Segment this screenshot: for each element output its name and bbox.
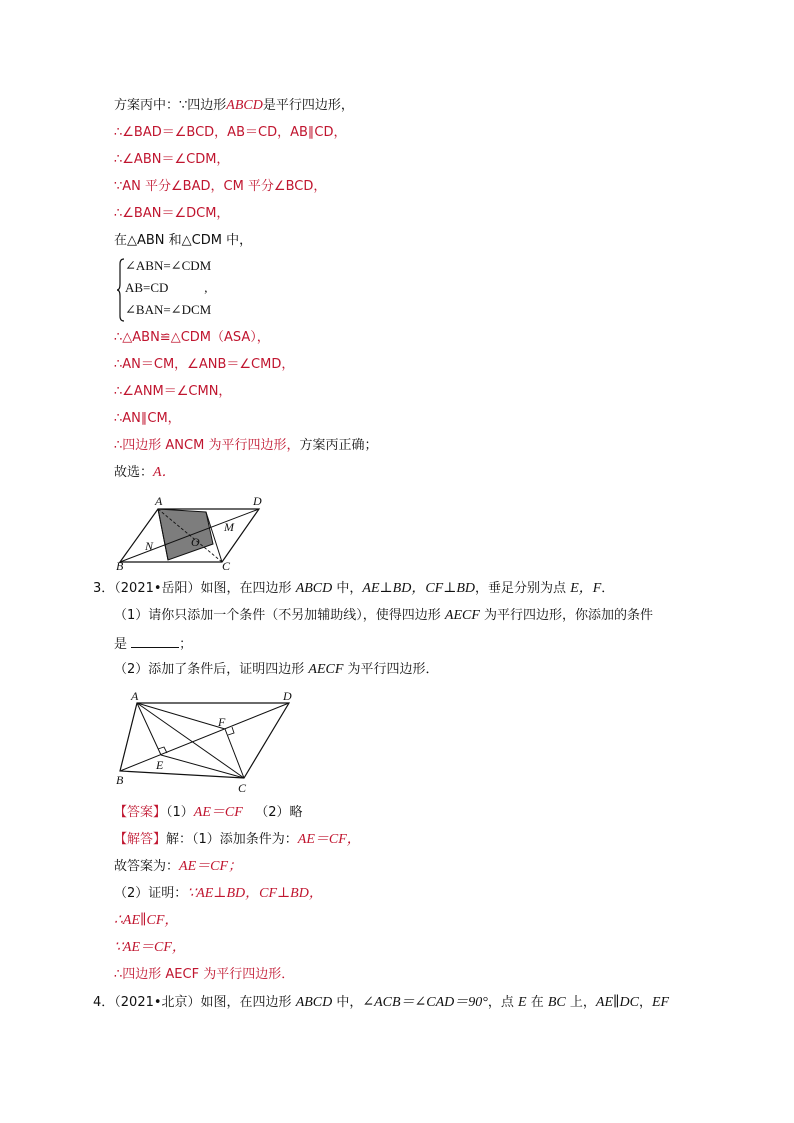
- system-row-2: AB=CD ,: [125, 280, 208, 295]
- q3-solution-line-5: ∵AE＝CF，: [114, 940, 186, 955]
- segment-af: [137, 703, 225, 729]
- text: 4．: [93, 995, 115, 1010]
- text: 方案丙中：∵四边形: [114, 98, 227, 113]
- q3-part2: [114, 661, 439, 679]
- text: 方案丙正确；: [299, 438, 378, 453]
- text: ，垂足分别为点: [475, 581, 571, 596]
- text: AE∥DC: [595, 995, 639, 1010]
- solution-c-line-1: [114, 97, 354, 115]
- text: ；: [179, 637, 193, 652]
- text: ABCD: [295, 995, 333, 1010]
- figure-aecf: [112, 688, 302, 798]
- label-b: B: [116, 773, 124, 787]
- q3-solution-line-2: [114, 858, 242, 876]
- text: 中，: [332, 581, 363, 596]
- text: AECF: [308, 662, 344, 677]
- solution-c-line-9: ∴∠ANM＝∠CMN，: [114, 384, 232, 399]
- q3-solution-line-4: ∴AE∥CF，: [114, 913, 179, 928]
- segment-ae: [137, 703, 161, 755]
- right-angle-f-icon: [228, 727, 234, 735]
- text: 为平行四边形．: [343, 662, 439, 677]
- text: BC: [547, 995, 566, 1010]
- text: 中，: [332, 995, 363, 1010]
- label-d: D: [283, 689, 292, 703]
- text: （1）: [166, 805, 194, 820]
- text: ∵AE⊥BD，CF⊥BD，: [187, 886, 323, 901]
- system-row-3: ∠BAN=∠DCM: [125, 302, 212, 317]
- text: AE＝CF；: [179, 859, 243, 874]
- diagonal-bd: [120, 703, 289, 771]
- text: EF: [651, 995, 670, 1010]
- text: 是平行四边形，: [262, 98, 354, 113]
- text: （2021•岳阳）: [114, 581, 201, 596]
- text: ，: [638, 995, 652, 1010]
- answer-blank: [131, 634, 179, 648]
- q4-stem: [93, 994, 669, 1012]
- text: 3．: [93, 581, 115, 596]
- text: 故选：: [114, 465, 154, 480]
- label-e: E: [156, 758, 164, 772]
- text: ∴四边形 ANCM 为平行四边形，: [114, 438, 300, 453]
- label-m: M: [224, 520, 234, 534]
- label-a: A: [131, 689, 139, 703]
- text: AE＝CF，: [297, 832, 361, 847]
- figure-parallelogram-anmc: [112, 490, 282, 572]
- label-b: B: [116, 559, 124, 572]
- text: 故答案为：: [114, 859, 180, 874]
- text: 为平行四边形，你添加的条件: [479, 608, 654, 623]
- label-o: O: [191, 535, 200, 549]
- text: E: [518, 995, 527, 1010]
- q3-part1-blank-line: [114, 634, 192, 654]
- text: 在: [526, 995, 548, 1010]
- text: 如图，在四边形: [200, 995, 296, 1010]
- text: AE⊥BD，CF⊥BD: [362, 581, 476, 596]
- text: ，点: [487, 995, 519, 1010]
- brace-icon: [117, 258, 125, 322]
- solution-c-line-10: ∴AN∥CM，: [114, 411, 181, 426]
- text: 解：（1）添加条件为：: [166, 832, 298, 847]
- text: AE＝CF: [193, 805, 243, 820]
- text: （2）添加了条件后，证明四边形: [114, 662, 309, 677]
- text: ABCD: [295, 581, 333, 596]
- text: 上，: [565, 995, 596, 1010]
- label-f: F: [218, 715, 226, 729]
- text: 【解答】: [114, 832, 167, 847]
- segment-cf: [225, 729, 244, 778]
- q3-solution-line-6: ∴四边形 AECF 为平行四边形．: [114, 967, 295, 982]
- text: 【答案】: [114, 805, 167, 820]
- label-c: C: [222, 559, 231, 572]
- solution-c-line-4: ∵AN 平分∠BAD，CM 平分∠BCD，: [114, 179, 327, 194]
- text: （2）略: [255, 805, 303, 820]
- q3-answer: [114, 804, 302, 822]
- label-d: D: [253, 494, 262, 508]
- equation-system: [117, 258, 267, 322]
- solution-c-line-11: [114, 437, 377, 455]
- solution-c-line-8: ∴AN＝CM，∠ANB＝∠CMD，: [114, 357, 295, 372]
- text: E，F: [570, 581, 602, 596]
- choice-line: [114, 464, 176, 482]
- text: 如图，在四边形: [200, 581, 296, 596]
- text: ABCD: [226, 98, 263, 113]
- system-row-1: ∠ABN=∠CDM: [125, 258, 212, 273]
- solution-c-line-6: 在△ABN 和△CDM 中，: [114, 233, 253, 248]
- q3-solution: [114, 831, 361, 849]
- label-n: N: [145, 539, 154, 553]
- solution-c-line-7: ∴△ABN≌△CDM（ASA），: [114, 330, 270, 345]
- q3-solution-line-3: [114, 885, 323, 903]
- solution-c-line-3: ∴∠ABN＝∠CDM，: [114, 152, 230, 167]
- text: A．: [153, 465, 176, 480]
- label-c: C: [238, 781, 247, 795]
- solution-c-line-5: ∴∠BAN＝∠DCM，: [114, 206, 230, 221]
- text: 是: [114, 637, 128, 652]
- solution-c-line-2: ∴∠BAD＝∠BCD，AB＝CD，AB∥CD，: [114, 125, 347, 140]
- q3-stem: [93, 580, 614, 598]
- text: ．: [601, 581, 615, 596]
- text: （2）证明：: [114, 886, 188, 901]
- segment-ac: [137, 703, 244, 778]
- text: AECF: [444, 608, 480, 623]
- label-a: A: [155, 494, 163, 508]
- text: ∠ACB＝∠CAD＝90°: [362, 995, 488, 1010]
- text: （1）请你只添加一个条件（不另加辅助线），使得四边形: [114, 608, 445, 623]
- text: （2021•北京）: [114, 995, 201, 1010]
- q3-part1: [114, 607, 653, 625]
